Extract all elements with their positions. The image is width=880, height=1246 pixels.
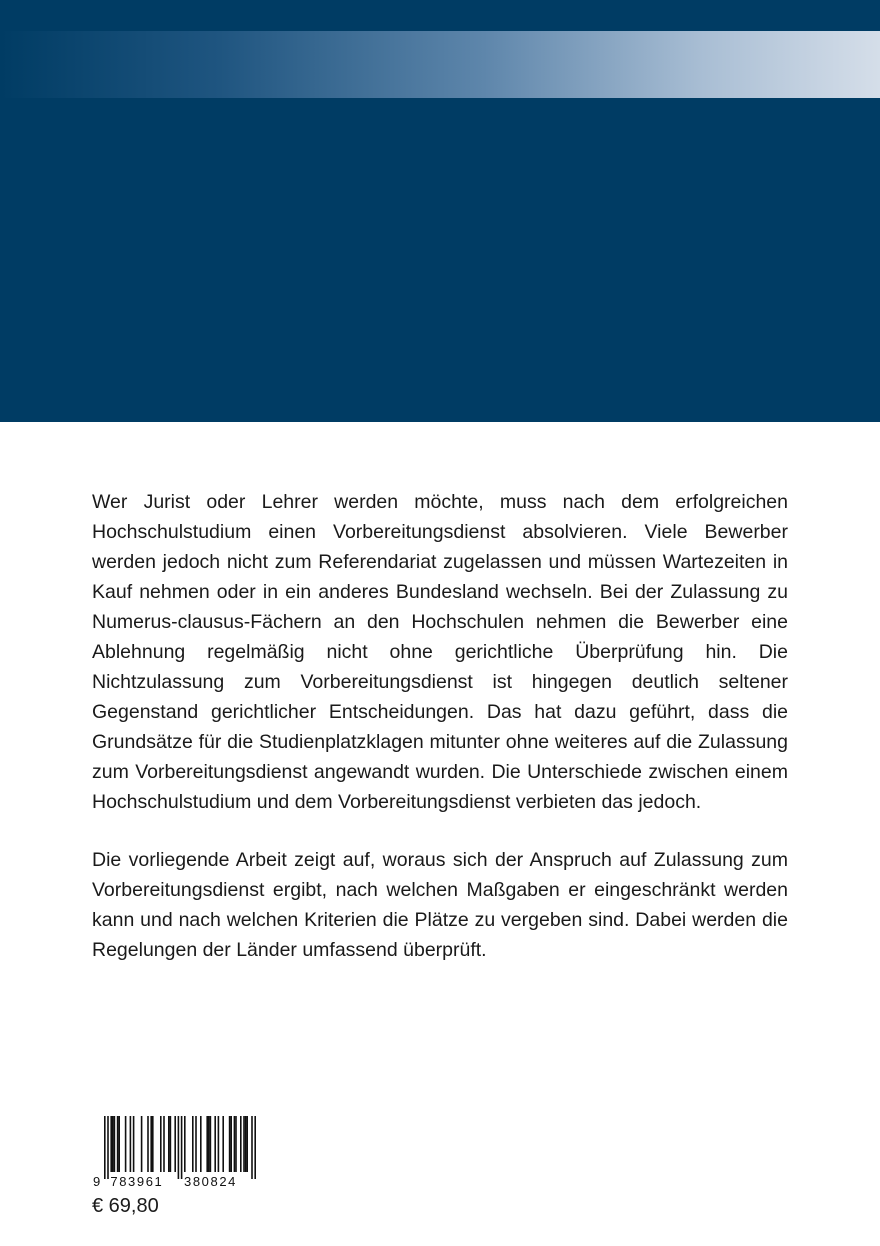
- barcode-bar: [251, 1116, 253, 1179]
- barcode-bar: [192, 1116, 194, 1172]
- barcode-bar: [163, 1116, 165, 1172]
- barcode-bar: [107, 1116, 109, 1179]
- barcode-bar: [181, 1116, 183, 1179]
- blurb-paragraph-1: Wer Jurist oder Lehrer werden möchte, muss nach dem erfolgreichen Hochschulstudium einen Vorbereitungsdienst absolvieren. Viele Bewerber werden jedoch nicht zum Referendariat zugelassen und müssen Wartezeiten in Kauf nehmen oder in ein anderes Bundesland wechseln. Bei der Zulassung zu Numerus-clausus-Fächern an den Hochschulen nehmen die Bewerber eine Ablehnung regelmäßig nicht ohne gerichtliche Überprüfung hin. Die Nichtzulassung zum Vorbereitungsdienst ist hingegen deutlich seltener Gegenstand gerichtlicher Entscheidungen. Das hat dazu geführt, dass die Grundsätze für die Studienplatzklagen mitunter ohne weiteres auf die Zulassung zum Vorbereitungsdienst angewandt wurden. Die Unterschiede zwischen einem Hochschulstudium und dem Vorbereitungsdienst verbieten das jedoch.: [92, 491, 788, 813]
- barcode-bar: [160, 1116, 162, 1172]
- barcode-bar: [133, 1116, 135, 1172]
- barcode-bar: [117, 1116, 119, 1172]
- barcode-bar: [141, 1116, 143, 1172]
- blurb-paragraph-2: Die vorliegende Arbeit zeigt auf, woraus sich der Anspruch auf Zulassung zum Vorbereitungsdienst ergibt, nach welchen Maßgaben er eingeschränkt werden kann und nach welchen Kriterien die Plätze zu vergeben sind. Dabei werden die Regelungen der Länder umfassend überprüft.: [92, 849, 788, 961]
- barcode-bar: [170, 1116, 172, 1172]
- barcode-bar: [125, 1116, 127, 1172]
- barcode-bar: [243, 1116, 245, 1172]
- barcode-bar: [245, 1116, 247, 1172]
- barcode-bar: [222, 1116, 224, 1172]
- barcode-bar: [184, 1116, 186, 1172]
- barcode-bar: [235, 1116, 237, 1172]
- barcode-bar: [147, 1116, 149, 1172]
- barcode-bar: [246, 1116, 248, 1172]
- barcode-bar: [230, 1116, 232, 1172]
- barcode-bar: [168, 1116, 170, 1172]
- barcode-bar: [195, 1116, 197, 1172]
- barcode-graphic: [92, 1114, 262, 1190]
- barcode-bar: [110, 1116, 112, 1172]
- barcode-bar: [206, 1116, 208, 1172]
- barcode-bar: [234, 1116, 236, 1172]
- price-label: € 69,80: [92, 1195, 159, 1217]
- barcode-digits: 380824: [184, 1174, 237, 1189]
- barcode-digits: 783961: [110, 1174, 164, 1189]
- barcode-bar: [130, 1116, 132, 1172]
- barcode-bar: [104, 1116, 106, 1179]
- barcode-bar: [200, 1116, 202, 1172]
- barcode-bar: [150, 1116, 152, 1172]
- barcode-digits: 9: [93, 1174, 102, 1189]
- barcode-bar: [254, 1116, 256, 1179]
- barcode-bar: [178, 1116, 180, 1179]
- isbn-barcode: [92, 1114, 262, 1190]
- barcode-bar: [114, 1116, 116, 1172]
- barcode-bar: [118, 1116, 120, 1172]
- barcode-bar: [218, 1116, 220, 1172]
- back-cover-blurb: [92, 487, 788, 965]
- barcode-bar: [240, 1116, 242, 1172]
- barcode-bar: [208, 1116, 210, 1172]
- gradient-strip: [0, 31, 880, 98]
- barcode-bar: [152, 1116, 154, 1172]
- barcode-bar: [174, 1116, 176, 1172]
- barcode-bar: [214, 1116, 216, 1172]
- barcode-bar: [210, 1116, 212, 1172]
- barcode-bar: [229, 1116, 231, 1172]
- barcode-bar: [112, 1116, 114, 1172]
